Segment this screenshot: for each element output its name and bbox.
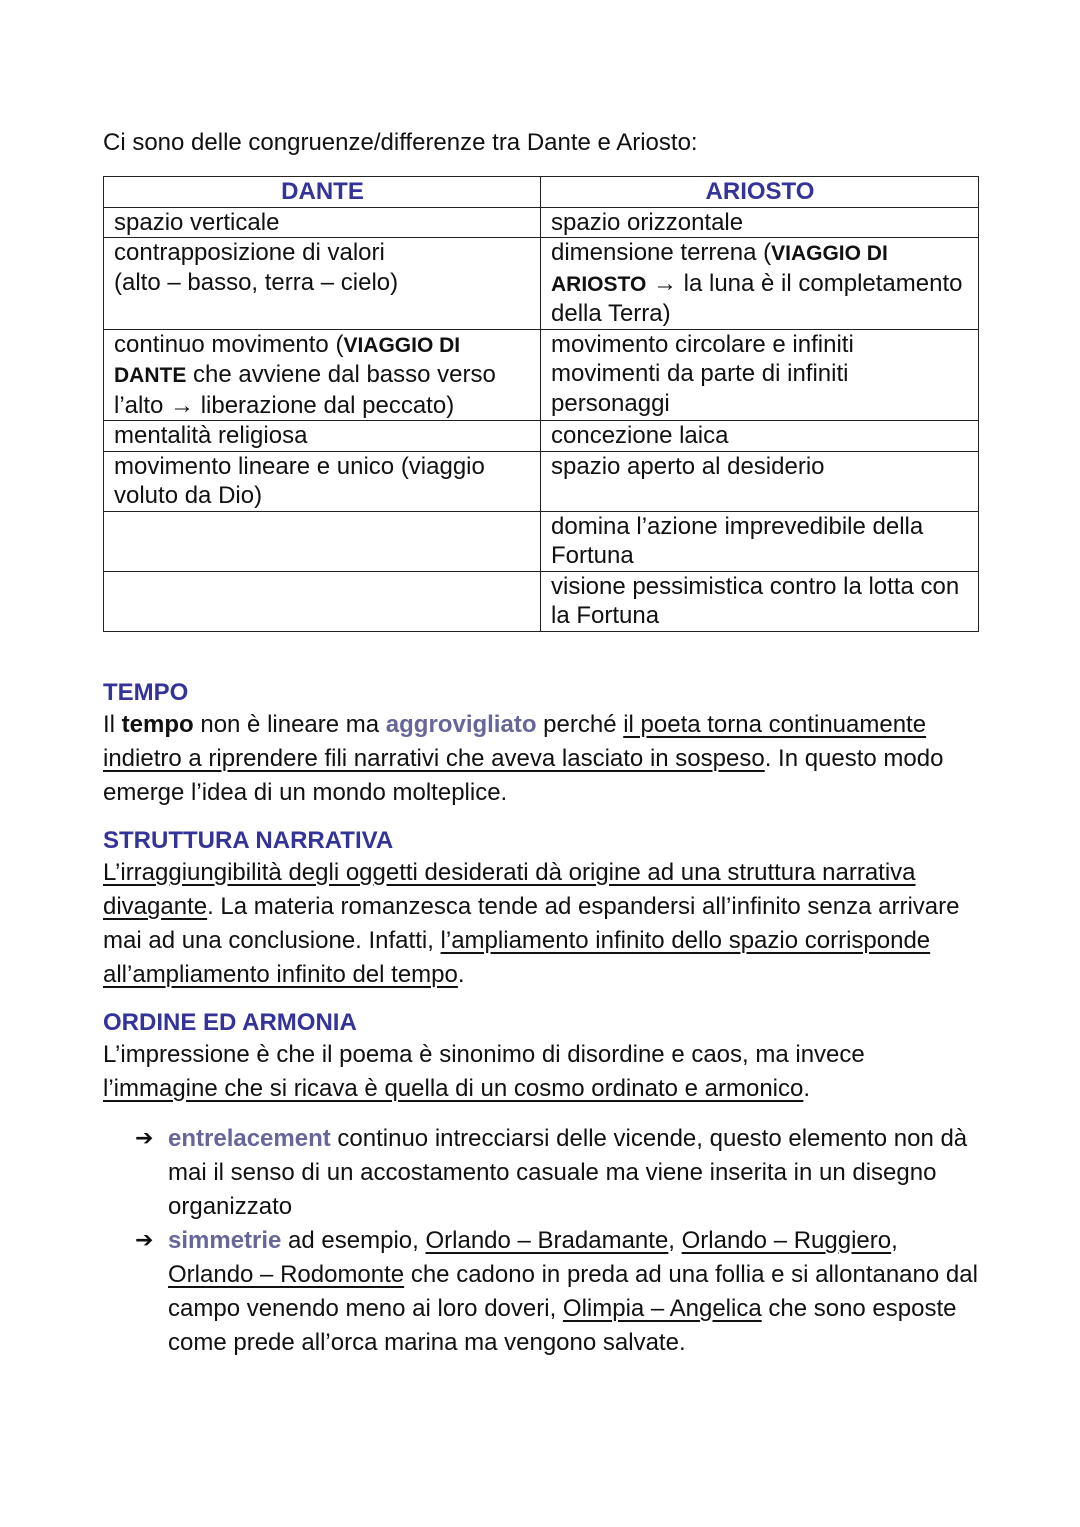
text-span: L’impressione è che il poema è sinonimo di disordine e caos, ma invece <box>103 1040 865 1068</box>
bullet-list <box>103 1122 978 1360</box>
cell-dante-empty <box>104 511 541 571</box>
table-row <box>104 329 979 421</box>
text-span: . In questo modo emerge l’idea di un mondo molteplice. <box>103 744 944 806</box>
list-item <box>135 1122 978 1224</box>
highlight-term: entrelacement <box>168 1124 331 1152</box>
cell-dante-empty <box>104 571 541 631</box>
section-heading-tempo: TEMPO <box>103 678 189 706</box>
section-heading-struttura: STRUTTURA NARRATIVA <box>103 826 394 854</box>
bold-term: VIAGGIO DI DANTE <box>114 333 461 387</box>
text-span: . <box>457 960 465 988</box>
underlined-text: Orlando – Ruggiero <box>681 1226 892 1254</box>
cell-text: contrapposizione di valori <box>114 239 385 266</box>
underlined-text: l’ampliamento infinito dello spazio corrisponde all’ampliamento infinito del tempo <box>103 926 931 988</box>
struttura-paragraph <box>103 856 978 992</box>
cell-text: (alto – basso, terra – cielo) <box>114 268 399 296</box>
text-span: , <box>668 1226 682 1254</box>
underlined-text: Orlando – Bradamante <box>425 1226 669 1254</box>
text-span: . <box>803 1074 811 1102</box>
cell-text: la luna è il completamento della Terra) <box>551 269 963 327</box>
ordine-paragraph <box>103 1038 978 1106</box>
highlight-term: simmetrie <box>168 1226 282 1254</box>
bold-term: VIAGGIO DI ARIOSTO <box>551 242 888 296</box>
arrow-icon: → <box>646 269 684 297</box>
table-row <box>104 511 979 571</box>
cell-dante: mentalità religiosa <box>104 421 541 452</box>
cell-dante: spazio verticale <box>104 207 541 238</box>
comparison-table <box>103 176 979 632</box>
cell-ariosto <box>541 238 979 330</box>
column-header-dante: DANTE <box>104 177 541 208</box>
table-row <box>104 451 979 511</box>
cell-text: continuo movimento ( <box>114 330 344 358</box>
list-item <box>135 1224 978 1360</box>
column-header-ariosto: ARIOSTO <box>541 177 979 208</box>
tempo-paragraph <box>103 708 978 810</box>
arrow-right-icon: ➔ <box>135 1227 154 1253</box>
document-page <box>103 126 978 1360</box>
text-span: non è lineare ma <box>193 710 386 738</box>
cell-ariosto: movimento circolare e infiniti movimenti da parte di infiniti personaggi <box>541 329 979 421</box>
highlight-term: aggrovigliato <box>385 710 537 738</box>
text-span: continuo intrecciarsi delle vicende, questo elemento non dà mai il senso di un accostamento casuale ma viene inserita in un disegno organizzato <box>168 1124 968 1220</box>
table-row <box>104 421 979 452</box>
intro-text: Ci sono delle congruenze/differenze tra Dante e Ariosto: <box>103 129 698 156</box>
cell-ariosto: spazio orizzontale <box>541 207 979 238</box>
table-row <box>104 238 979 330</box>
underlined-text: Olimpia – Angelica <box>562 1294 762 1322</box>
table-header-row <box>104 177 979 208</box>
text-span: che cadono in preda ad una follia e si allontanano dal campo venendo meno ai loro doveri, <box>168 1260 978 1322</box>
section-heading-ordine: ORDINE ED ARMONIA <box>103 1008 357 1036</box>
cell-text: dimensione terrena ( <box>551 239 772 266</box>
text-span: Il <box>103 710 122 738</box>
text-span: ad esempio, <box>281 1226 426 1254</box>
text-span: che sono esposte come prede all’orca marina ma vengono salvate. <box>168 1294 957 1356</box>
cell-ariosto: visione pessimistica contro la lotta con la Fortuna <box>541 571 979 631</box>
cell-dante <box>104 329 541 421</box>
underlined-text: l’immagine che si ricava è quella di un cosmo ordinato e armonico <box>103 1074 804 1102</box>
cell-text: che avviene dal basso verso l’alto → liberazione dal peccato) <box>114 361 496 419</box>
text-span: , <box>891 1226 898 1254</box>
cell-dante: movimento lineare e unico (viaggio voluto da Dio) <box>104 451 541 511</box>
cell-ariosto: concezione laica <box>541 421 979 452</box>
table-row <box>104 571 979 631</box>
cell-ariosto: spazio aperto al desiderio <box>541 451 979 511</box>
underlined-text: L’irraggiungibilità degli oggetti desiderati dà origine ad una struttura narrativa divagante <box>103 858 916 920</box>
arrow-right-icon: ➔ <box>135 1125 154 1151</box>
cell-ariosto: domina l’azione imprevedibile della Fortuna <box>541 511 979 571</box>
text-span: perché <box>536 710 624 738</box>
text-span: . La materia romanzesca tende ad espandersi all’infinito senza arrivare mai ad una conclusione. Infatti, <box>103 892 960 954</box>
underlined-text: Orlando – Rodomonte <box>168 1260 405 1288</box>
cell-dante <box>104 238 541 330</box>
table-row <box>104 207 979 238</box>
underlined-text: il poeta torna continuamente indietro a riprendere fili narrativi che aveva lasciato in sospeso <box>103 710 927 772</box>
bold-term: tempo <box>121 710 194 738</box>
